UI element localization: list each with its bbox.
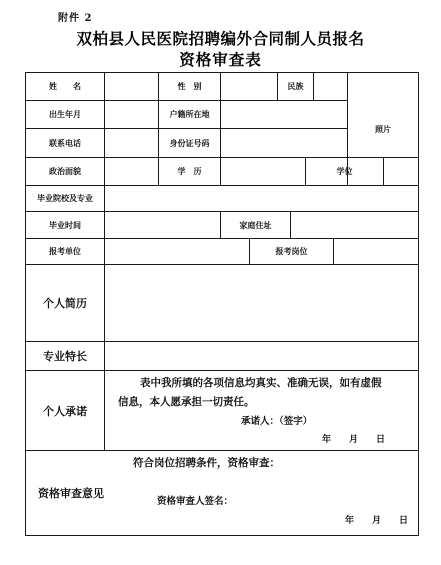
commitment-text-line2: 信息，本人愿承担一切责任。	[118, 396, 255, 408]
label-resume: 个人简历	[43, 297, 87, 310]
label-id-number: 身份证号码	[169, 137, 210, 148]
form-title-line1: 双柏县人民医院招聘编外合同制人员报名	[76, 29, 365, 48]
col-line	[104, 72, 105, 185]
attachment-label: 附件 2	[58, 13, 93, 24]
label-gender: 性 别	[177, 81, 202, 91]
label-review-opinion: 资格审查意见	[38, 487, 104, 500]
border-right	[418, 72, 419, 536]
label-applied-position: 报考岗位	[275, 246, 308, 256]
row-line	[25, 535, 418, 536]
review-signer: 资格审查人签名：	[157, 496, 234, 507]
col-line	[313, 72, 314, 100]
label-degree: 学位	[336, 166, 353, 176]
label-name: 姓 名	[49, 81, 81, 91]
commitment-signer: 承诺人：（签字）	[241, 416, 313, 427]
label-photo: 照片	[375, 123, 391, 134]
label-birth-date: 出生年月	[49, 109, 81, 119]
commitment-text-line1: 表中我所填的各项信息均真实、准确无误，如有虚假	[140, 377, 382, 389]
label-home-address: 家庭住址	[239, 219, 272, 230]
col-line	[290, 211, 291, 238]
label-phone: 联系电话	[49, 137, 81, 148]
col-line	[104, 185, 105, 264]
form-title-line2: 资格审查表	[179, 50, 262, 69]
label-political-status: 政治面貌	[49, 166, 81, 176]
col-line	[383, 157, 384, 185]
label-graduation-date: 毕业时间	[49, 219, 81, 230]
label-household-location: 户籍所在地	[169, 109, 210, 119]
review-statement: 符合岗位招聘条件，资格审查：	[133, 457, 280, 469]
label-education: 学 历	[177, 166, 202, 176]
label-applied-unit: 报考单位	[49, 246, 81, 256]
commitment-date: 年 月 日	[322, 435, 386, 445]
col-line	[220, 72, 221, 185]
col-line	[104, 264, 105, 450]
label-commitment: 个人承诺	[43, 404, 87, 418]
label-graduate-school-major: 毕业院校及专业	[37, 193, 93, 203]
label-specialty: 专业特长	[43, 350, 87, 363]
review-date: 年 月 日	[345, 516, 409, 526]
label-ethnicity: 民族	[287, 81, 304, 91]
col-line	[333, 238, 334, 264]
